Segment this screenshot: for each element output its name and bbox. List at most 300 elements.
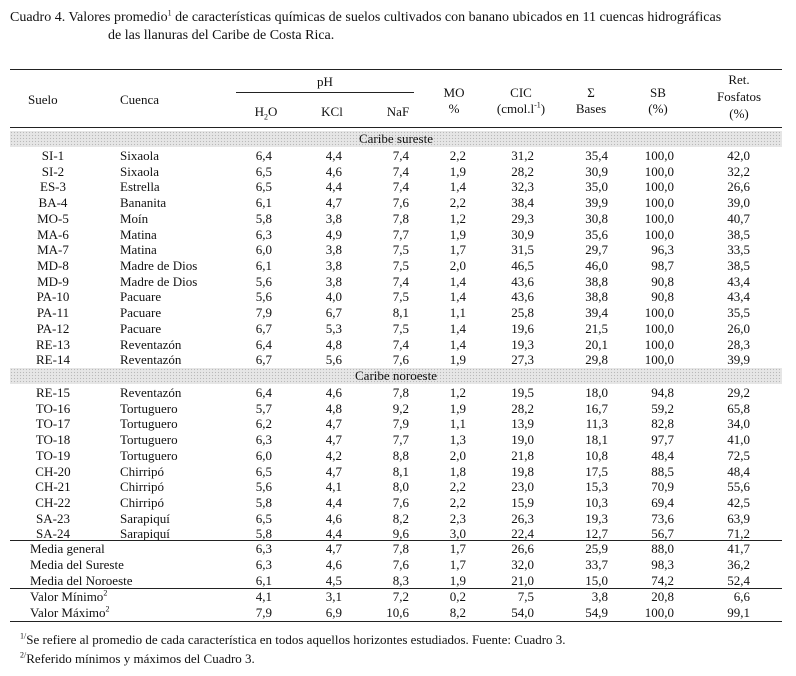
- cell-sb: 100,0: [644, 195, 674, 211]
- cell-naf: 7,8: [392, 385, 409, 400]
- cell-cuenca: Tortuguero: [120, 432, 178, 448]
- cell-ret: 39,9: [727, 352, 750, 368]
- cell-mo: 1,9: [449, 226, 466, 242]
- table-row: [0, 242, 796, 258]
- cell-h2o: 6,3: [255, 432, 272, 448]
- cell-naf: 7,6: [392, 556, 409, 572]
- cell-ret: 33,5: [727, 242, 750, 258]
- table-row: [0, 179, 796, 195]
- cell-bas: 29,7: [585, 242, 608, 258]
- cell-kcl: 5,6: [325, 352, 342, 368]
- summary-row: [0, 573, 796, 589]
- cell-bas: 38,8: [585, 273, 608, 289]
- cell-cic: 21,8: [511, 447, 534, 463]
- cell-naf: 9,2: [392, 400, 409, 416]
- cell-cuenca: Matina: [120, 226, 157, 242]
- caption-label: Cuadro 4.: [10, 10, 66, 25]
- cell-cic: 43,6: [511, 273, 534, 289]
- cell-bas: 21,5: [585, 320, 608, 336]
- cell-mo: 1,9: [449, 572, 466, 588]
- cell-bas: 10,8: [585, 447, 608, 463]
- extreme-row: [0, 589, 796, 605]
- cell-kcl: 4,7: [325, 541, 342, 556]
- cell-cic: 43,6: [511, 289, 534, 305]
- cell-mo: 8,2: [449, 604, 466, 620]
- cell-mo: 3,0: [449, 526, 466, 542]
- cell-mo: 2,3: [449, 510, 466, 526]
- header-kcl: KCl: [321, 104, 343, 119]
- cell-suelo: CH-22: [35, 495, 71, 511]
- cell-ret: 42,5: [727, 495, 750, 511]
- cell-suelo: TO-17: [35, 416, 71, 432]
- cell-suelo: PA-11: [36, 305, 70, 321]
- header-sum: Σ: [587, 85, 595, 100]
- cell-mo: 1,3: [449, 432, 466, 448]
- cell-cuenca: Estrella: [120, 179, 160, 195]
- header-ret-unit: (%): [729, 106, 749, 121]
- header-cic-unit-sup: -1: [534, 100, 541, 110]
- cell-suelo: SA-24: [36, 526, 70, 542]
- cell-bas: 20,1: [585, 336, 608, 352]
- caption-text-a: Valores promedio: [68, 10, 168, 25]
- cell-cic: 32,0: [511, 556, 534, 572]
- cell-cic: 28,2: [511, 400, 534, 416]
- cell-cuenca: Reventazón: [120, 352, 182, 368]
- cell-naf: 7,8: [392, 541, 409, 556]
- cell-h2o: 6,4: [255, 336, 272, 352]
- extreme-label: [30, 589, 107, 605]
- cell-naf: 7,6: [392, 195, 409, 211]
- cell-mo: 2,2: [449, 148, 466, 163]
- cell-naf: 8,8: [392, 447, 409, 463]
- cell-h2o: 6,4: [255, 148, 272, 163]
- footnote: [20, 651, 255, 667]
- ph-group-rule: [236, 92, 414, 93]
- table-row: [0, 227, 796, 243]
- extreme-label-sup: 2: [105, 604, 110, 614]
- table-row: [0, 321, 796, 337]
- cell-h2o: 6,1: [255, 195, 272, 211]
- summary-label: Media del Noroeste: [30, 572, 133, 588]
- cell-ret: 35,5: [727, 305, 750, 321]
- header-bottom-rule: [10, 127, 782, 128]
- cell-bas: 35,4: [585, 148, 608, 163]
- cell-mo: 2,2: [449, 495, 466, 511]
- cell-sb: 88,0: [651, 541, 674, 556]
- table-row: [0, 448, 796, 464]
- cell-ret: 63,9: [727, 510, 750, 526]
- cell-naf: 10,6: [386, 604, 409, 620]
- header-bases: Bases: [575, 101, 607, 116]
- header-cuenca: Cuenca: [120, 92, 159, 107]
- cell-suelo: SI-2: [41, 163, 65, 179]
- cell-mo: 2,2: [449, 479, 466, 495]
- cell-suelo: TO-19: [35, 447, 71, 463]
- header-h2o: [246, 104, 286, 120]
- cell-suelo: MD-9: [37, 273, 69, 289]
- cell-naf: 7,5: [392, 320, 409, 336]
- cell-naf: 7,2: [392, 589, 409, 604]
- table-row: [0, 479, 796, 495]
- cell-cic: 19,8: [511, 463, 534, 479]
- cell-h2o: 6,3: [255, 556, 272, 572]
- cell-mo: 1,2: [449, 385, 466, 400]
- cell-sb: 98,3: [651, 556, 674, 572]
- cell-kcl: 4,6: [325, 556, 342, 572]
- cell-ret: 99,1: [727, 604, 750, 620]
- cell-kcl: 4,2: [325, 447, 342, 463]
- cell-cuenca: Sixaola: [120, 148, 159, 163]
- caption-footnote-ref: 1: [167, 8, 172, 18]
- cell-mo: 1,4: [449, 289, 466, 305]
- cell-suelo: SI-1: [41, 148, 65, 163]
- table-row: [0, 416, 796, 432]
- cell-kcl: 6,9: [325, 604, 342, 620]
- cell-kcl: 6,7: [325, 305, 342, 321]
- header-suelo: Suelo: [28, 92, 58, 107]
- cell-h2o: 4,1: [255, 589, 272, 604]
- cell-bas: 10,3: [585, 495, 608, 511]
- cell-mo: 1,1: [449, 416, 466, 432]
- cell-mo: 1,7: [449, 242, 466, 258]
- header-ret: Ret.: [728, 72, 750, 87]
- cell-sb: 100,0: [644, 226, 674, 242]
- cell-cuenca: Matina: [120, 242, 157, 258]
- cell-h2o: 5,8: [255, 526, 272, 542]
- cell-suelo: BA-4: [38, 195, 68, 211]
- cell-sb: 88,5: [651, 463, 674, 479]
- cell-bas: 35,0: [585, 179, 608, 195]
- cell-ret: 52,4: [727, 572, 750, 588]
- cell-naf: 7,7: [392, 432, 409, 448]
- cell-sb: 94,8: [651, 385, 674, 400]
- cell-cuenca: Sarapiquí: [120, 526, 170, 542]
- caption-text-c: de las llanuras del Caribe de Costa Rica.: [108, 28, 335, 43]
- header-mo-unit: %: [448, 101, 460, 116]
- header-sb-unit: (%): [648, 101, 668, 116]
- bottom-rule: [10, 621, 782, 622]
- cell-kcl: 4,6: [325, 163, 342, 179]
- cell-ret: 38,5: [727, 226, 750, 242]
- cell-ret: 36,2: [727, 556, 750, 572]
- cell-h2o: 6,2: [255, 416, 272, 432]
- cell-cuenca: Tortuguero: [120, 447, 178, 463]
- cell-naf: 7,5: [392, 289, 409, 305]
- cell-naf: 7,5: [392, 258, 409, 274]
- cell-sb: 69,4: [651, 495, 674, 511]
- cell-sb: 74,2: [651, 572, 674, 588]
- cell-bas: 19,3: [585, 510, 608, 526]
- cell-cuenca: Reventazón: [120, 336, 182, 352]
- cell-mo: 1,7: [449, 541, 466, 556]
- cell-naf: 7,4: [392, 163, 409, 179]
- cell-kcl: 4,5: [325, 572, 342, 588]
- table-row: [0, 274, 796, 290]
- cell-bas: 18,0: [585, 385, 608, 400]
- cell-cic: 15,9: [511, 495, 534, 511]
- cell-bas: 46,0: [585, 258, 608, 274]
- cell-ret: 72,5: [727, 447, 750, 463]
- cell-sb: 97,7: [651, 432, 674, 448]
- cell-sb: 100,0: [644, 352, 674, 368]
- cell-sb: 56,7: [651, 526, 674, 542]
- table-row: [0, 195, 796, 211]
- cell-naf: 7,7: [392, 226, 409, 242]
- cell-kcl: 4,0: [325, 289, 342, 305]
- cell-sb: 59,2: [651, 400, 674, 416]
- header-cic: CIC: [510, 85, 532, 100]
- cell-sb: 100,0: [644, 305, 674, 321]
- table-row: [0, 385, 796, 401]
- cell-bas: 16,7: [585, 400, 608, 416]
- cell-kcl: 3,1: [325, 589, 342, 604]
- cell-sb: 98,7: [651, 258, 674, 274]
- cell-kcl: 4,4: [325, 526, 342, 542]
- footnote-marker: 2/: [20, 650, 27, 660]
- cell-suelo: MA-6: [37, 226, 69, 242]
- cell-bas: 3,8: [591, 589, 608, 604]
- cell-kcl: 5,3: [325, 320, 342, 336]
- cell-sb: 48,4: [651, 447, 674, 463]
- cell-kcl: 4,8: [325, 336, 342, 352]
- cell-suelo: ES-3: [40, 179, 66, 195]
- table-row: [0, 495, 796, 511]
- cell-suelo: RE-15: [36, 385, 70, 400]
- header-cic-unit-b: ): [540, 101, 546, 116]
- cell-ret: 34,0: [727, 416, 750, 432]
- header-ph: pH: [317, 74, 333, 89]
- cell-ret: 48,4: [727, 463, 750, 479]
- header-h2o-o: O: [268, 104, 278, 119]
- table-row: [0, 305, 796, 321]
- cell-naf: 7,4: [392, 336, 409, 352]
- cell-ret: 26,0: [727, 320, 750, 336]
- cell-mo: 1,4: [449, 179, 466, 195]
- cell-suelo: SA-23: [36, 510, 70, 526]
- extreme-label-text: Valor Máximo: [30, 604, 106, 620]
- cell-naf: 7,6: [392, 352, 409, 368]
- cell-mo: 1,9: [449, 352, 466, 368]
- cell-suelo: CH-21: [35, 479, 71, 495]
- section-title: Caribe noroeste: [10, 368, 782, 384]
- cell-kcl: 3,8: [325, 258, 342, 274]
- cell-sb: 100,0: [644, 179, 674, 195]
- cell-cuenca: Moín: [120, 210, 149, 226]
- header-h2o-sub: 2: [264, 112, 268, 122]
- footnote-text: Se refiere al promedio de cada característica en todos aquellos horizontes estudiados. Fuente: Cuadro 3.: [26, 632, 566, 647]
- cell-cic: 32,3: [511, 179, 534, 195]
- cell-bas: 15,3: [585, 479, 608, 495]
- header-sb: SB: [650, 85, 666, 100]
- cell-suelo: TO-18: [35, 432, 71, 448]
- cell-kcl: 3,8: [325, 242, 342, 258]
- cell-sb: 96,3: [651, 242, 674, 258]
- cell-h2o: 6,5: [255, 163, 272, 179]
- cell-kcl: 4,4: [325, 179, 342, 195]
- cell-h2o: 6,3: [255, 541, 272, 556]
- cell-bas: 38,8: [585, 289, 608, 305]
- cell-mo: 1,4: [449, 320, 466, 336]
- cell-h2o: 6,0: [255, 242, 272, 258]
- cell-cic: 19,3: [511, 336, 534, 352]
- cell-mo: 1,9: [449, 163, 466, 179]
- cell-naf: 9,6: [392, 526, 409, 542]
- cell-cic: 31,2: [511, 148, 534, 163]
- cell-cuenca: Bananita: [120, 195, 167, 211]
- cell-h2o: 7,9: [255, 604, 272, 620]
- cell-bas: 30,8: [585, 210, 608, 226]
- cell-cic: 7,5: [517, 589, 534, 604]
- table-row: [0, 211, 796, 227]
- cell-kcl: 4,7: [325, 432, 342, 448]
- cell-kcl: 4,4: [325, 148, 342, 163]
- cell-sb: 100,0: [644, 320, 674, 336]
- table-row: [0, 464, 796, 480]
- table-row: [0, 401, 796, 417]
- cell-sb: 100,0: [644, 148, 674, 163]
- cell-cuenca: Pacuare: [120, 305, 162, 321]
- cell-cuenca: Chirripó: [120, 495, 165, 511]
- cell-cuenca: Madre de Dios: [120, 258, 198, 274]
- cell-mo: 1,9: [449, 400, 466, 416]
- cell-mo: 2,0: [449, 447, 466, 463]
- cell-cic: 26,3: [511, 510, 534, 526]
- table-row: [0, 337, 796, 353]
- cell-ret: 41,7: [727, 541, 750, 556]
- cell-suelo: RE-13: [36, 336, 70, 352]
- header-naf: NaF: [386, 104, 410, 119]
- cell-suelo: PA-10: [36, 289, 70, 305]
- cell-cic: 25,8: [511, 305, 534, 321]
- cell-cic: 38,4: [511, 195, 534, 211]
- cell-cuenca: Reventazón: [120, 385, 182, 400]
- summary-label: Media general: [30, 541, 105, 556]
- cell-ret: 65,8: [727, 400, 750, 416]
- cell-sb: 20,8: [651, 589, 674, 604]
- cell-mo: 0,2: [449, 589, 466, 604]
- cell-cic: 21,0: [511, 572, 534, 588]
- cell-ret: 26,6: [727, 179, 750, 195]
- cell-kcl: 3,8: [325, 273, 342, 289]
- cell-h2o: 6,1: [255, 572, 272, 588]
- summary-row: [0, 557, 796, 573]
- cell-mo: 1,7: [449, 556, 466, 572]
- cell-sb: 82,8: [651, 416, 674, 432]
- cell-suelo: RE-14: [36, 352, 70, 368]
- cell-cic: 30,9: [511, 226, 534, 242]
- cell-mo: 1,4: [449, 336, 466, 352]
- cell-bas: 15,0: [585, 572, 608, 588]
- cell-kcl: 4,7: [325, 463, 342, 479]
- cell-naf: 8,1: [392, 305, 409, 321]
- cell-cic: 19,0: [511, 432, 534, 448]
- cell-naf: 7,4: [392, 148, 409, 163]
- table-row: [0, 148, 796, 164]
- cell-sb: 100,0: [644, 210, 674, 226]
- extreme-label: [30, 605, 109, 621]
- cell-cic: 54,0: [511, 604, 534, 620]
- cell-cuenca: Pacuare: [120, 289, 162, 305]
- cell-h2o: 5,6: [255, 289, 272, 305]
- cell-ret: 29,2: [727, 385, 750, 400]
- cell-mo: 1,8: [449, 463, 466, 479]
- cell-cuenca: Sarapiquí: [120, 510, 170, 526]
- cell-naf: 7,6: [392, 495, 409, 511]
- cell-bas: 33,7: [585, 556, 608, 572]
- section-title: Caribe sureste: [10, 131, 782, 147]
- cell-cuenca: Chirripó: [120, 463, 165, 479]
- cell-bas: 25,9: [585, 541, 608, 556]
- cell-h2o: 6,0: [255, 447, 272, 463]
- cell-ret: 32,2: [727, 163, 750, 179]
- cell-h2o: 6,3: [255, 226, 272, 242]
- cell-naf: 7,9: [392, 416, 409, 432]
- cell-ret: 55,6: [727, 479, 750, 495]
- cell-cuenca: Madre de Dios: [120, 273, 198, 289]
- cell-mo: 2,0: [449, 258, 466, 274]
- cell-suelo: PA-12: [36, 320, 70, 336]
- cell-naf: 7,5: [392, 242, 409, 258]
- header-h2o-h: H: [254, 104, 264, 119]
- cell-cuenca: Tortuguero: [120, 416, 178, 432]
- cell-naf: 7,4: [392, 179, 409, 195]
- cell-mo: 1,1: [449, 305, 466, 321]
- cell-kcl: 4,7: [325, 195, 342, 211]
- cell-ret: 71,2: [727, 526, 750, 542]
- cell-cic: 26,6: [511, 541, 534, 556]
- cell-naf: 8,1: [392, 463, 409, 479]
- header-cic-unit-a: (cmol.l: [496, 101, 535, 116]
- cell-kcl: 4,9: [325, 226, 342, 242]
- table-row: [0, 258, 796, 274]
- cell-bas: 11,3: [585, 416, 608, 432]
- cell-ret: 43,4: [727, 273, 750, 289]
- cell-ret: 43,4: [727, 289, 750, 305]
- cell-ret: 28,3: [727, 336, 750, 352]
- cell-bas: 39,4: [585, 305, 608, 321]
- cell-mo: 1,4: [449, 273, 466, 289]
- cell-suelo: TO-16: [35, 400, 71, 416]
- cell-h2o: 5,8: [255, 210, 272, 226]
- cell-h2o: 6,1: [255, 258, 272, 274]
- cell-ret: 38,5: [727, 258, 750, 274]
- cell-h2o: 6,7: [255, 320, 272, 336]
- extreme-label-text: Valor Mínimo: [30, 589, 104, 604]
- cell-cic: 23,0: [511, 479, 534, 495]
- cell-h2o: 5,6: [255, 479, 272, 495]
- extreme-row: [0, 605, 796, 621]
- footnote-marker: 1/: [20, 631, 27, 641]
- cell-sb: 90,8: [651, 273, 674, 289]
- table-caption: [10, 9, 790, 45]
- cell-h2o: 6,5: [255, 463, 272, 479]
- summary-row: [0, 541, 796, 557]
- cell-cic: 13,9: [511, 416, 534, 432]
- cell-kcl: 4,1: [325, 479, 342, 495]
- header-cic-unit: [486, 101, 556, 117]
- cell-h2o: 5,7: [255, 400, 272, 416]
- table-row: [0, 511, 796, 527]
- header-mo: MO: [443, 85, 465, 100]
- summary-label: Media del Sureste: [30, 556, 124, 572]
- cell-mo: 2,2: [449, 195, 466, 211]
- cell-suelo: CH-20: [35, 463, 71, 479]
- cell-bas: 12,7: [585, 526, 608, 542]
- cell-naf: 8,0: [392, 479, 409, 495]
- cell-cic: 28,2: [511, 163, 534, 179]
- cell-kcl: 4,6: [325, 510, 342, 526]
- table-row: [0, 352, 796, 368]
